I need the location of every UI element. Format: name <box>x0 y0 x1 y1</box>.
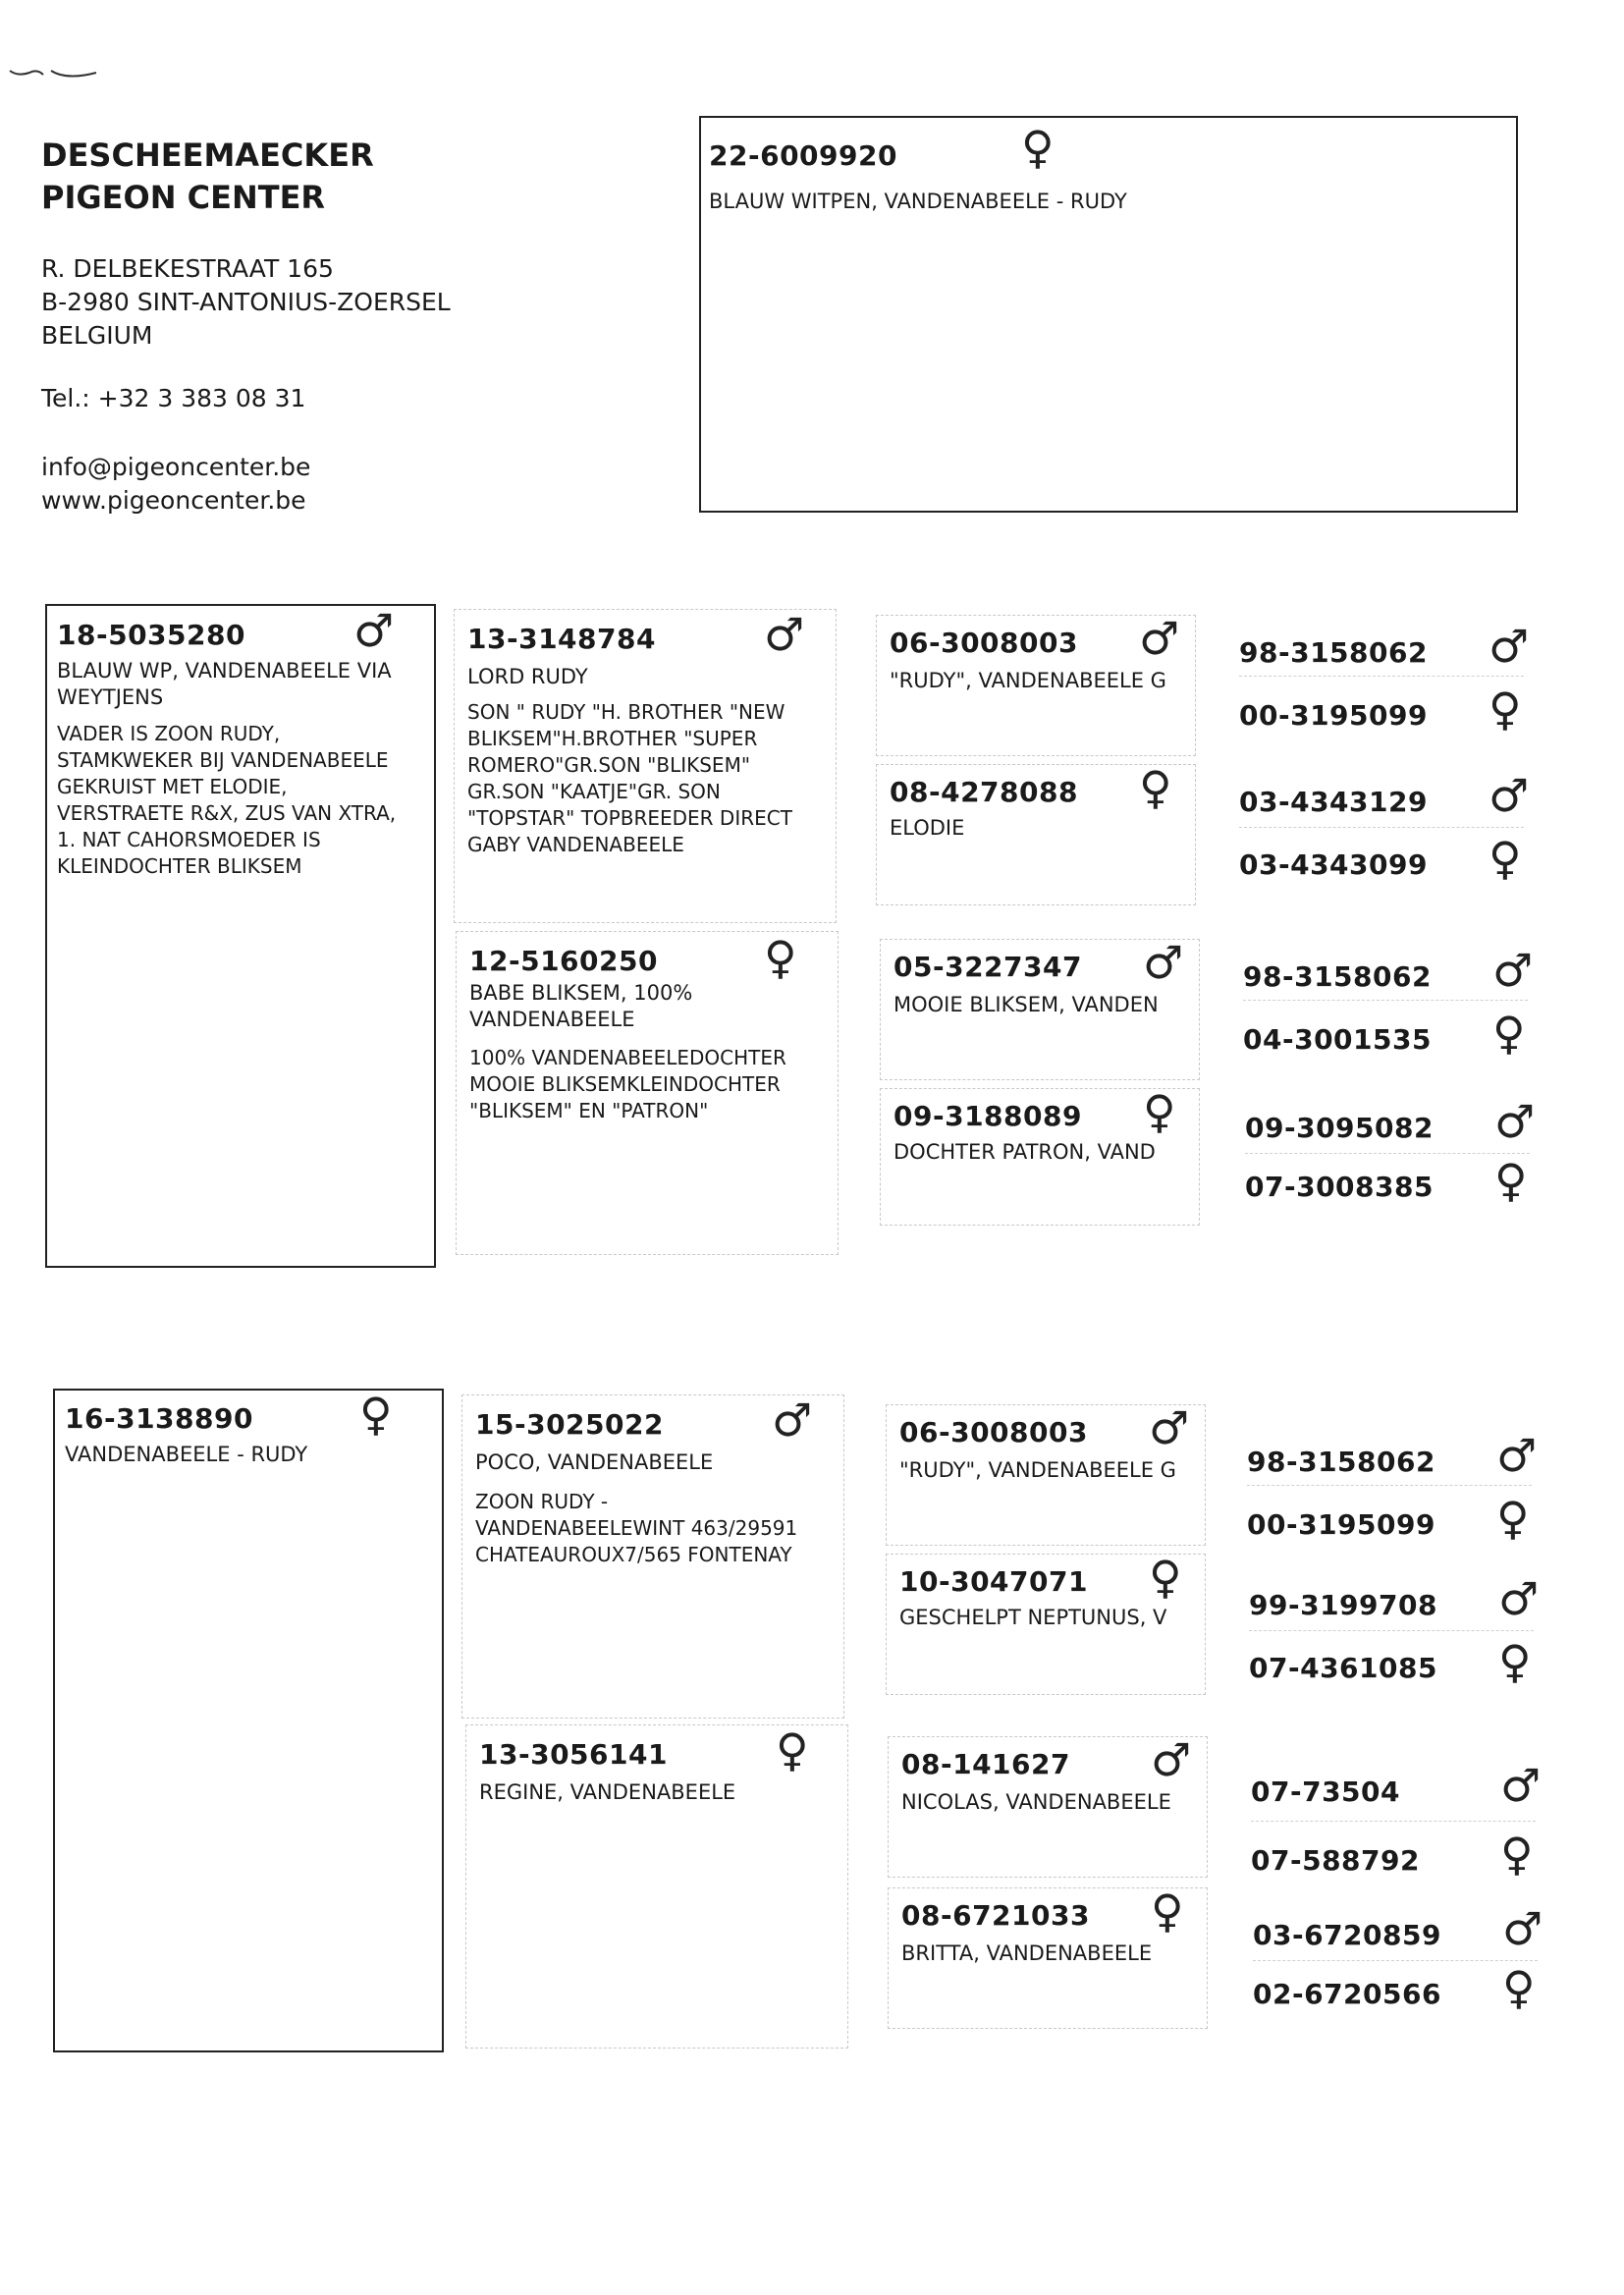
company-contact: info@pigeoncenter.be www.pigeoncenter.be <box>41 453 311 515</box>
ffm-ring: 08-4278088 <box>890 776 1078 808</box>
scribble-mark <box>8 59 106 82</box>
female-icon: ♀ <box>1489 683 1522 736</box>
divider <box>1251 1821 1536 1822</box>
mm-name: REGINE, VANDENABEELE <box>479 1780 736 1804</box>
female-icon: ♀ <box>776 1723 809 1776</box>
female-icon: ♀ <box>1021 121 1055 174</box>
ff-note: SON " RUDY "H. BROTHER "NEW BLIKSEM"H.BROTHER "SUPER ROMERO"GR.SON "BLIKSEM" GR.SON "KAATJE"GR. SON "TOPSTAR" TOPBREEDER DIRECT GABY VANDENABEELE <box>467 700 792 856</box>
male-icon: ♂ <box>772 1393 813 1447</box>
male-icon: ♂ <box>1502 1902 1543 1955</box>
female-icon: ♀ <box>1143 1085 1176 1138</box>
ggp-ring-6: 04-3001535 <box>1243 1023 1432 1056</box>
mmm-name: BRITTA, VANDENABEELE <box>901 1941 1153 1965</box>
female-icon: ♀ <box>1498 1635 1532 1688</box>
divider <box>1245 1153 1530 1154</box>
mm-ring: 13-3056141 <box>479 1738 668 1771</box>
mmm-ring: 08-6721033 <box>901 1899 1090 1932</box>
male-icon: ♂ <box>1139 612 1180 665</box>
father-name: BLAUW WP, VANDENABEELE VIA WEYTJENS <box>57 659 392 709</box>
male-icon: ♂ <box>1143 936 1184 989</box>
divider <box>1239 827 1524 828</box>
ggp-ring-12: 07-4361085 <box>1249 1652 1437 1684</box>
female-icon: ♀ <box>1496 1492 1530 1545</box>
company-name: DESCHEEMAECKER PIGEON CENTER <box>41 137 374 216</box>
fmf-name: MOOIE BLIKSEM, VANDEN <box>893 993 1159 1016</box>
female-icon: ♀ <box>764 931 797 984</box>
male-icon: ♂ <box>1494 1095 1536 1148</box>
female-icon: ♀ <box>1492 1007 1526 1060</box>
male-icon: ♂ <box>1496 1429 1538 1482</box>
ggp-ring-16: 02-6720566 <box>1253 1978 1441 2010</box>
female-icon: ♀ <box>1489 832 1522 885</box>
fmm-name: DOCHTER PATRON, VAND <box>893 1140 1156 1164</box>
male-icon: ♂ <box>764 608 805 661</box>
ggp-ring-1: 98-3158062 <box>1239 636 1428 669</box>
male-icon: ♂ <box>1149 1401 1190 1454</box>
ggp-ring-7: 09-3095082 <box>1245 1112 1434 1144</box>
company-phone: Tel.: +32 3 383 08 31 <box>41 384 306 412</box>
ggp-ring-9: 98-3158062 <box>1247 1446 1435 1478</box>
mf-ring: 15-3025022 <box>475 1408 664 1441</box>
fm-note: 100% VANDENABEELEDOCHTER MOOIE BLIKSEMKLEINDOCHTER "BLIKSEM" EN "PATRON" <box>469 1046 786 1122</box>
female-icon: ♀ <box>1151 1885 1184 1938</box>
female-icon: ♀ <box>1139 761 1172 814</box>
main-bird-box <box>699 116 1518 513</box>
male-icon: ♂ <box>1489 620 1530 673</box>
mff-ring: 06-3008003 <box>899 1416 1088 1448</box>
male-icon: ♂ <box>353 604 395 657</box>
mff-name: "RUDY", VANDENABEELE G <box>899 1458 1176 1482</box>
mf-name: POCO, VANDENABEELE <box>475 1450 714 1474</box>
mother-name: VANDENABEELE - RUDY <box>65 1443 308 1466</box>
main-bird-ring: 22-6009920 <box>709 139 897 172</box>
male-icon: ♂ <box>1492 944 1534 997</box>
fmf-ring: 05-3227347 <box>893 951 1082 983</box>
divider <box>1239 676 1524 677</box>
ggp-ring-11: 99-3199708 <box>1249 1589 1437 1621</box>
mother-ring: 16-3138890 <box>65 1402 253 1435</box>
main-bird-name: BLAUW WITPEN, VANDENABEELE - RUDY <box>709 190 1127 213</box>
ggp-ring-14: 07-588792 <box>1251 1844 1420 1877</box>
divider <box>1249 1630 1534 1631</box>
fm-ring: 12-5160250 <box>469 945 658 977</box>
ggp-ring-2: 00-3195099 <box>1239 699 1428 732</box>
mmf-ring: 08-141627 <box>901 1748 1070 1780</box>
divider <box>1247 1485 1532 1486</box>
mfm-name: GESCHELPT NEPTUNUS, V <box>899 1606 1167 1629</box>
female-icon: ♀ <box>1500 1828 1534 1881</box>
ggp-ring-3: 03-4343129 <box>1239 786 1428 818</box>
ggp-ring-8: 07-3008385 <box>1245 1171 1434 1203</box>
male-icon: ♂ <box>1500 1759 1542 1812</box>
ggp-ring-15: 03-6720859 <box>1253 1919 1441 1951</box>
ggp-ring-5: 98-3158062 <box>1243 960 1432 993</box>
female-icon: ♀ <box>1494 1154 1528 1207</box>
fff-ring: 06-3008003 <box>890 627 1078 659</box>
male-icon: ♂ <box>1151 1733 1192 1786</box>
company-address: R. DELBEKESTRAAT 165 B-2980 SINT-ANTONIUS-ZOERSEL BELGIUM <box>41 254 451 350</box>
male-icon: ♂ <box>1498 1572 1540 1625</box>
mf-note: ZOON RUDY - VANDENABEELEWINT 463/29591 CHATEAUROUX7/565 FONTENAY <box>475 1490 798 1566</box>
male-icon: ♂ <box>1489 769 1530 822</box>
fmm-ring: 09-3188089 <box>893 1100 1082 1132</box>
female-icon: ♀ <box>1149 1551 1182 1604</box>
fff-name: "RUDY", VANDENABEELE G <box>890 669 1166 692</box>
divider <box>1243 1000 1528 1001</box>
ggp-ring-10: 00-3195099 <box>1247 1508 1435 1541</box>
ggp-ring-4: 03-4343099 <box>1239 848 1428 881</box>
divider <box>1253 1960 1538 1961</box>
ffm-name: ELODIE <box>890 816 965 840</box>
mfm-ring: 10-3047071 <box>899 1565 1088 1598</box>
father-note: VADER IS ZOON RUDY, STAMKWEKER BIJ VANDENABEELE GEKRUIST MET ELODIE, VERSTRAETE R&X, ZUS VAN XTRA, 1. NAT CAHORSMOEDER IS KLEINDOCHTER BLIKSEM <box>57 722 397 878</box>
mother-box <box>53 1389 444 2052</box>
ggp-ring-13: 07-73504 <box>1251 1776 1400 1808</box>
ff-ring: 13-3148784 <box>467 623 656 655</box>
ff-name: LORD RUDY <box>467 665 588 688</box>
mmf-name: NICOLAS, VANDENABEELE <box>901 1790 1171 1814</box>
female-icon: ♀ <box>1502 1961 1536 2014</box>
female-icon: ♀ <box>359 1388 393 1441</box>
father-ring: 18-5035280 <box>57 619 245 651</box>
fm-name: BABE BLIKSEM, 100% VANDENABEELE <box>469 981 693 1031</box>
